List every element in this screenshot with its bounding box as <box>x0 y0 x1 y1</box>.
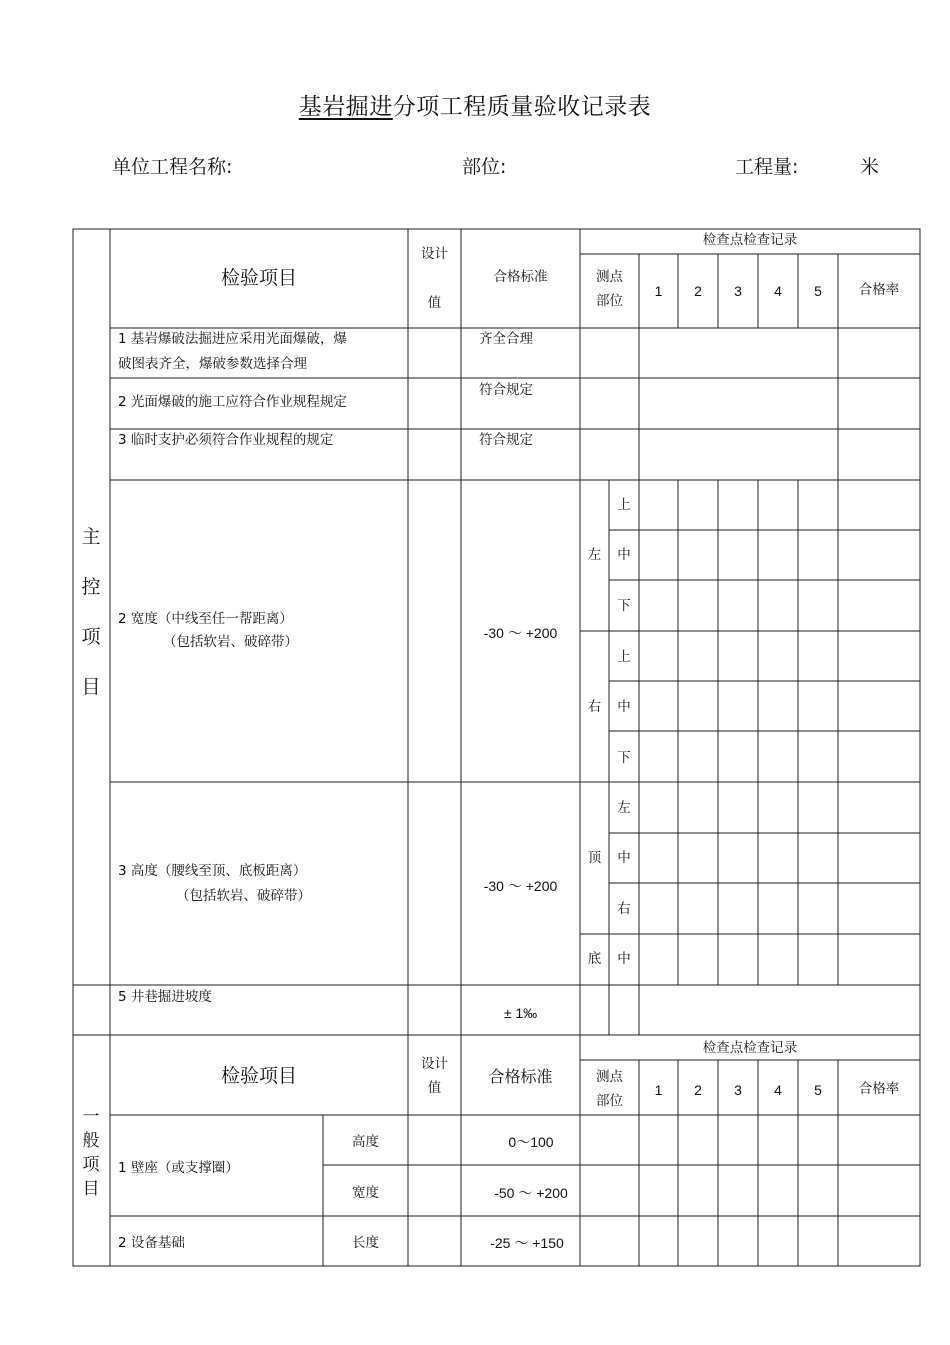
main-col-num: 1 <box>654 283 663 299</box>
general-col-num: 4 <box>774 1082 782 1098</box>
general-section-char: 般 <box>82 1131 100 1151</box>
main-row-1-item: 1 基岩爆破法掘进应采用光面爆破，爆 <box>118 331 347 347</box>
main-col-record: 检查点检查记录 <box>702 232 798 248</box>
height-point: 左 <box>617 800 631 816</box>
main-section-char: 项 <box>81 626 101 648</box>
main-row-slope-standard: ± 1‰ <box>503 1005 538 1021</box>
main-section-label <box>73 522 109 722</box>
general-col-num: 3 <box>734 1082 742 1098</box>
main-row-2-standard: 符合规定 <box>479 382 533 398</box>
width-point: 上 <box>617 649 631 665</box>
width-point: 上 <box>617 497 631 513</box>
main-row-3-standard: 符合规定 <box>479 432 533 448</box>
main-row-width-item: 2 宽度（中线至任一帮距离） <box>118 611 293 627</box>
general-col-standard: 合格标准 <box>488 1067 553 1086</box>
general-row-1-sub: 高度 <box>352 1134 379 1150</box>
main-row-1-item: 破图表齐全，爆破参数选择合理 <box>118 356 307 372</box>
general-row-1-item: 1 壁座（或支撑圈） <box>118 1160 239 1176</box>
main-row-3-item: 3 临时支护必须符合作业规程的规定 <box>118 432 334 448</box>
main-col-design-2: 值 <box>427 295 442 311</box>
main-row-slope-item: 5 井巷掘进坡度 <box>118 989 212 1005</box>
width-point: 中 <box>617 699 631 715</box>
main-col-point-1: 测点 <box>596 269 623 285</box>
main-row-width-item: （包括软岩、破碎带） <box>163 634 298 650</box>
main-row-height-item: 3 高度（腰线至顶、底板距离） <box>118 863 307 879</box>
general-col-num: 5 <box>814 1082 822 1098</box>
general-row-1-sub: 宽度 <box>352 1185 379 1201</box>
general-section-char: 项 <box>82 1155 100 1175</box>
main-col-num: 5 <box>814 283 822 299</box>
title-underlined: 基岩掘进 <box>298 94 393 120</box>
main-row-1-standard: 齐全合理 <box>479 331 533 347</box>
main-row-height-standard: -30 ～ +200 <box>483 878 558 894</box>
main-row-height-item: （包括软岩、破碎带） <box>176 888 311 904</box>
general-col-design-1: 设计 <box>421 1056 448 1072</box>
general-row-1-standard: -50 ～ +200 <box>494 1185 568 1201</box>
general-col-point-1: 测点 <box>596 1069 623 1085</box>
general-col-rate: 合格率 <box>858 1081 900 1097</box>
width-side-left: 左 <box>587 547 602 563</box>
width-point: 下 <box>617 750 631 766</box>
quantity-unit: 米 <box>860 156 880 178</box>
main-col-standard: 合格标准 <box>493 269 548 285</box>
main-section-char: 主 <box>81 526 101 548</box>
unit-name-label: 单位工程名称: <box>112 156 233 178</box>
main-section-char: 目 <box>81 676 101 698</box>
main-section-char: 控 <box>81 576 101 598</box>
general-col-record: 检查点检查记录 <box>702 1040 798 1056</box>
main-col-design-1: 设计 <box>421 246 448 262</box>
general-row-2-sub: 长度 <box>352 1235 379 1251</box>
width-side-right: 右 <box>587 699 602 715</box>
general-row-2-standard: -25 ～ +150 <box>490 1235 564 1251</box>
height-side-bottom: 底 <box>587 951 602 967</box>
general-col-item: 检验项目 <box>220 1065 297 1087</box>
main-row-2-item: 2 光面爆破的施工应符合作业规程规定 <box>118 394 347 410</box>
general-row-2-item: 2 设备基础 <box>118 1235 185 1251</box>
height-point: 右 <box>617 901 631 917</box>
general-section-char: 目 <box>82 1179 100 1199</box>
width-point: 中 <box>617 547 631 563</box>
main-col-num: 3 <box>734 283 742 299</box>
general-col-num: 1 <box>654 1082 663 1098</box>
general-row-1-standard: 0～100 <box>508 1134 554 1150</box>
location-label: 部位: <box>462 156 507 178</box>
general-section-char: 一 <box>82 1107 100 1127</box>
main-col-num: 4 <box>774 283 782 299</box>
general-section-label <box>73 1102 109 1198</box>
general-col-num: 2 <box>694 1082 702 1098</box>
main-col-num: 2 <box>694 283 702 299</box>
main-col-rate: 合格率 <box>858 282 900 298</box>
general-col-point-2: 部位 <box>596 1093 623 1109</box>
height-point: 中 <box>617 850 631 866</box>
main-col-item: 检验项目 <box>220 267 297 289</box>
height-point: 中 <box>617 951 631 967</box>
general-col-design-2: 值 <box>427 1080 442 1096</box>
quantity-label: 工程量: <box>735 156 799 178</box>
height-side-top: 顶 <box>587 850 602 866</box>
main-col-point-2: 部位 <box>596 293 623 309</box>
main-row-width-standard: -30 ～ +200 <box>483 625 558 641</box>
title-rest: 分项工程质量验收记录表 <box>392 94 652 120</box>
width-point: 下 <box>617 598 631 614</box>
